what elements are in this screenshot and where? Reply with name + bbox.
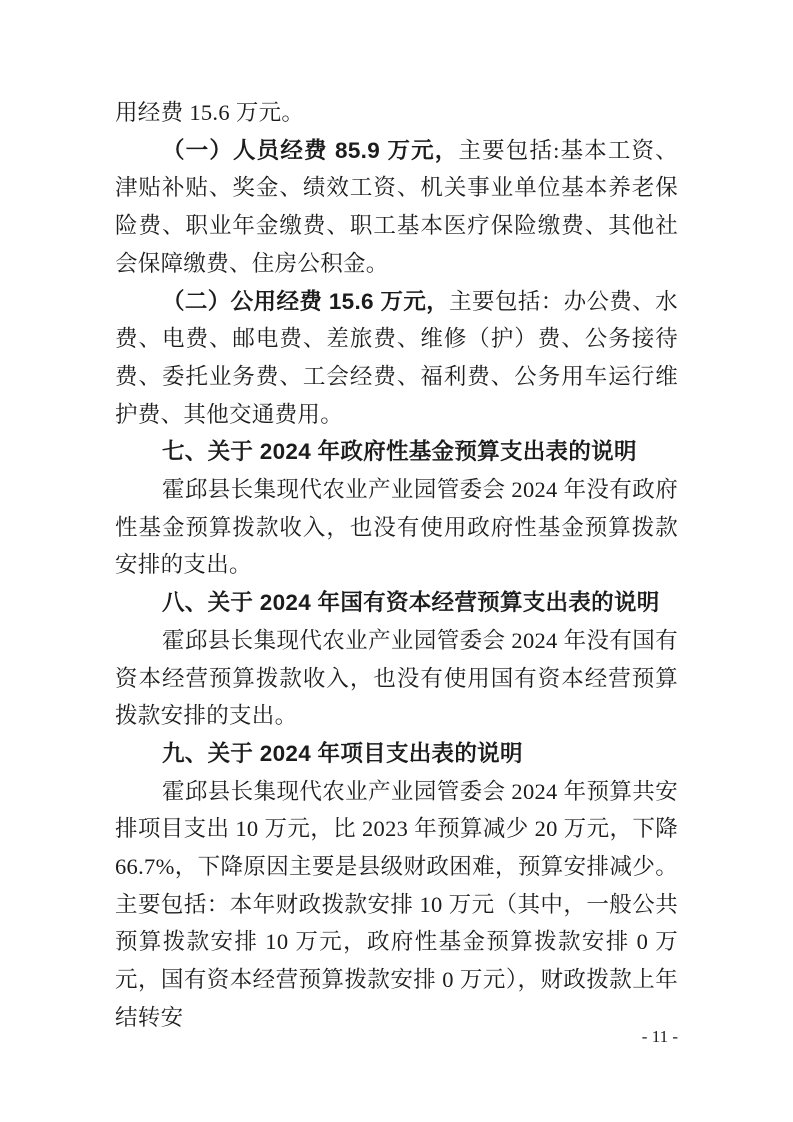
- paragraph-continued-public-funds: 用经费 15.6 万元。: [115, 100, 305, 125]
- page-number: - 11 -: [641, 1027, 678, 1046]
- section-9-paragraph: 霍邱县长集现代农业产业园管委会 2024 年预算共安排项目支出 10 万元，比 2023 年预算减少 20 万元，下降 66.7%，下降原因主要是县级财政困难，预算安排减少。主要包括：本年财政拨款安排 10 万元（其中，一般公共预算拨款安排 10 万元，政府性基金预算拨款安排 0 万元，国有资本经营预算拨款安排 0 万元），财政拨款上年结转安: [115, 778, 678, 1030]
- section-8-heading: 八、关于 2024 年国有资本经营预算支出表的说明: [162, 590, 660, 616]
- public-expense-lead: （二）公用经费 15.6 万元，: [162, 288, 450, 314]
- personnel-expense-lead: （一）人员经费 85.9 万元，: [162, 137, 459, 163]
- page-footer: [115, 1026, 678, 1048]
- personnel-expense-text: 主要包括:基本工资、津贴补贴、奖金、绩效工资、机关事业单位基本养老保险费、职业年金缴费、职工基本医疗保险缴费、其他社会保障缴费、住房公积金。: [115, 137, 678, 276]
- section-9-heading: 九、关于 2024 年项目支出表的说明: [162, 740, 523, 766]
- section-8-paragraph: 霍邱县长集现代农业产业园管委会 2024 年没有国有资本经营预算拨款收入，也没有使用国有资本经营预算拨款安排的支出。: [115, 627, 678, 729]
- paragraph-personnel-expense: [115, 132, 678, 283]
- section-7-heading: 七、关于 2024 年政府性基金预算支出表的说明: [162, 439, 637, 465]
- paragraph-public-expense: [115, 283, 678, 434]
- document-body: [115, 94, 678, 1037]
- public-expense-text: 主要包括：办公费、水费、电费、邮电费、差旅费、维修（护）费、公务接待费、委托业务费、工会经费、福利费、公务用车运行维护费、其他交通费用。: [115, 288, 678, 427]
- section-7-paragraph: 霍邱县长集现代农业产业园管委会 2024 年没有政府性基金预算拨款收入，也没有使用政府性基金预算拨款安排的支出。: [115, 477, 678, 578]
